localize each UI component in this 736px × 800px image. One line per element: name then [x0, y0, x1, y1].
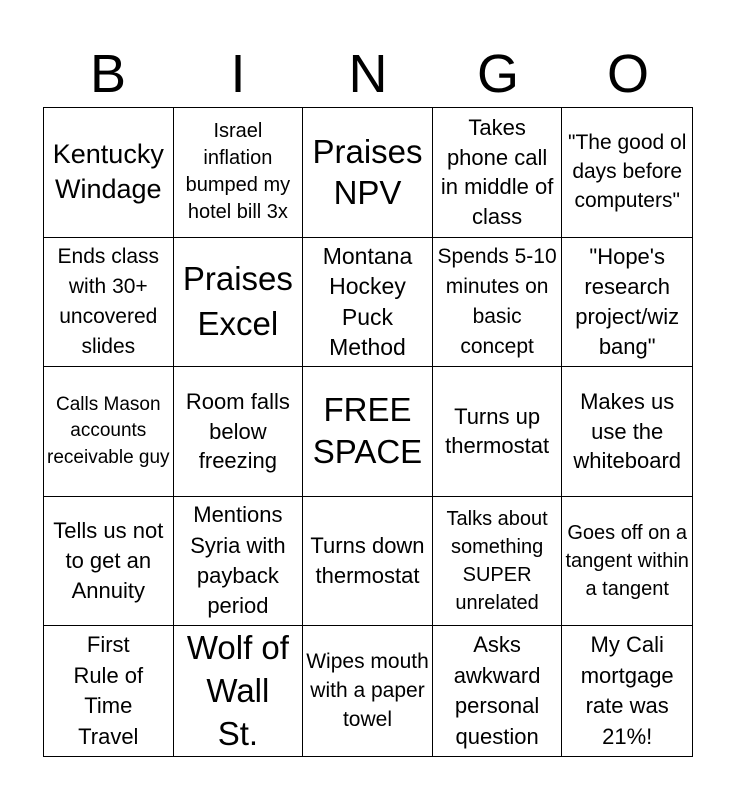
cell-text: FREE SPACE [312, 390, 423, 471]
cell-text: "Hope's research project/wiz bang" [575, 244, 680, 359]
cell-text: Room falls below freezing [185, 388, 290, 474]
cell-text: Asks awkward personal question [453, 632, 541, 749]
header-letter-i: I [230, 44, 246, 104]
header-letter-b: B [89, 44, 127, 104]
cell-text: Montana Hockey Puck Method [322, 242, 413, 361]
cell-text: Calls Mason accounts receivable guy [47, 394, 170, 468]
cell-text: Turns up thermostat [445, 403, 550, 459]
bingo-cell[interactable] [433, 626, 563, 756]
bingo-cell[interactable] [174, 367, 304, 497]
bingo-cell[interactable] [174, 108, 304, 238]
bingo-cell[interactable] [433, 367, 563, 497]
bingo-cell[interactable] [44, 626, 174, 756]
bingo-cell[interactable] [562, 497, 692, 627]
cell-text: Talks about something SUPER unrelated [446, 508, 548, 615]
cell-text: Mentions Syria with payback period [190, 502, 286, 619]
cell-text: Spends 5-10 minutes on basic concept [437, 245, 557, 358]
bingo-cell[interactable] [433, 497, 563, 627]
cell-text: Wipes mouth with a paper towel [306, 649, 429, 731]
cell-text: Goes off on a tangent within a tangent [565, 522, 689, 601]
bingo-cell[interactable] [303, 497, 433, 627]
bingo-cell[interactable] [562, 238, 692, 368]
bingo-cell[interactable] [174, 238, 304, 368]
cell-text: Ends class with 30+ uncovered slides [57, 245, 160, 358]
cell-text: Turns down thermostat [310, 532, 425, 589]
cell-text: Kentucky Windage [52, 139, 164, 205]
cell-text: Praises NPV [312, 133, 423, 212]
cell-text: Takes phone call in middle of class [440, 114, 554, 229]
cell-text: Praises Excel [182, 260, 293, 342]
cell-text: Israel inflation bumped my hotel bill 3x [185, 120, 291, 224]
bingo-cell[interactable] [562, 367, 692, 497]
bingo-header [43, 44, 693, 104]
bingo-cell[interactable] [44, 238, 174, 368]
bingo-cell[interactable] [303, 626, 433, 756]
bingo-cell[interactable] [562, 626, 692, 756]
header-letter-o: O [606, 44, 649, 104]
bingo-cell[interactable] [44, 497, 174, 627]
bingo-board [43, 107, 693, 757]
cell-text: First Rule of Time Travel [73, 632, 144, 749]
bingo-cell[interactable] [44, 367, 174, 497]
bingo-cell[interactable] [174, 497, 304, 627]
header-letter-n: N [348, 44, 388, 104]
bingo-cell[interactable] [303, 367, 433, 497]
bingo-cell[interactable] [562, 108, 692, 238]
bingo-cell[interactable] [433, 238, 563, 368]
cell-text: My Cali mortgage rate was 21%! [580, 632, 674, 749]
bingo-cell[interactable] [433, 108, 563, 238]
cell-text: Tells us not to get an Annuity [53, 517, 164, 604]
header-letter-g: G [476, 44, 519, 104]
cell-text: "The good ol days before computers" [568, 130, 687, 212]
bingo-cell[interactable] [303, 108, 433, 238]
bingo-cell[interactable] [44, 108, 174, 238]
bingo-cell[interactable] [174, 626, 304, 756]
cell-text: Wolf of Wall St. [186, 628, 289, 752]
cell-text: Makes us use the whiteboard [573, 388, 682, 474]
bingo-cell[interactable] [303, 238, 433, 368]
